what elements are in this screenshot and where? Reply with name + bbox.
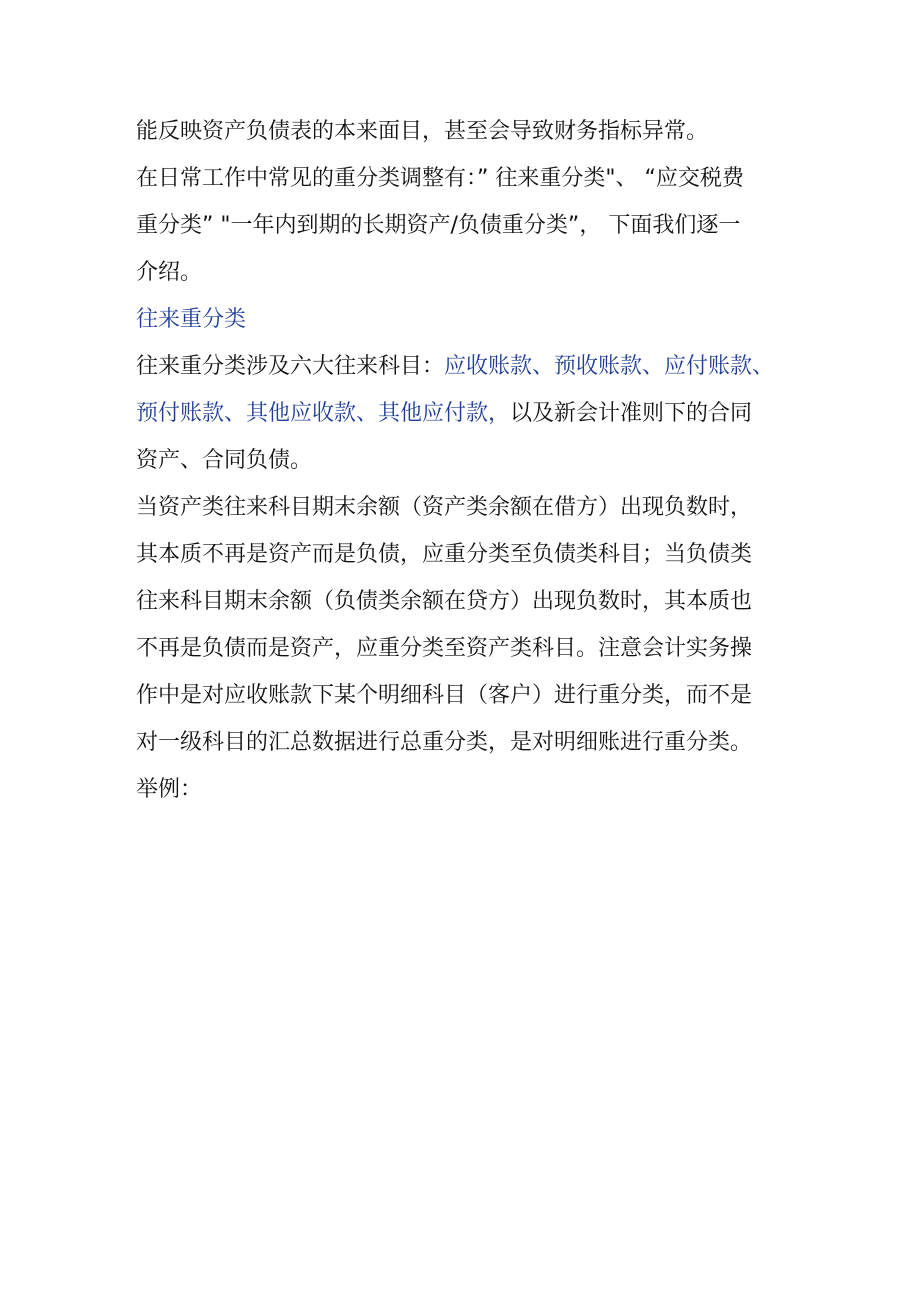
paragraph-line: 重分类” "一年内到期的长期资产/负债重分类”， 下面我们逐一 — [136, 213, 741, 238]
section-heading: 往来重分类 — [136, 307, 247, 332]
paragraph-line: 不再是负债而是资产，应重分类至资产类科目。注意会计实务操 — [136, 636, 753, 661]
paragraph-line: 在日常工作中常见的重分类调整有：” 往来重分类"、 “应交税费 — [136, 166, 744, 191]
example-label: 举例： — [136, 777, 203, 802]
text-run: 往来重分类涉及六大往来科目： — [136, 354, 445, 379]
paragraph-line: 能反映资产负债表的本来面目，甚至会导致财务指标异常。 — [136, 119, 709, 144]
highlighted-accounts: 预付账款、其他应收款、其他应付款， — [136, 401, 511, 426]
paragraph-line: 介绍。 — [136, 260, 203, 285]
paragraph-line — [136, 343, 796, 390]
paragraph-line: 往来科目期末余额（负债类余额在贷方）出现负数时，其本质也 — [136, 589, 753, 614]
paragraph-line: 对一级科目的汇总数据进行总重分类，是对明细账进行重分类。 — [136, 730, 753, 755]
text-run: 以及新会计准则下的合同 — [510, 401, 753, 426]
paragraph-line: 作中是对应收账款下某个明细科目（客户）进行重分类，而不是 — [136, 683, 753, 708]
highlighted-accounts: 应收账款、预收账款、应付账款、 — [444, 354, 775, 379]
paragraph-line: 当资产类往来科目期末余额（资产类余额在借方）出现负数时， — [136, 495, 753, 520]
paragraph-line: 其本质不再是资产而是负债，应重分类至负债类科目；当负债类 — [136, 542, 753, 567]
document-body — [136, 108, 796, 813]
paragraph-line — [136, 390, 796, 437]
paragraph-line: 资产、合同负债。 — [136, 448, 313, 473]
